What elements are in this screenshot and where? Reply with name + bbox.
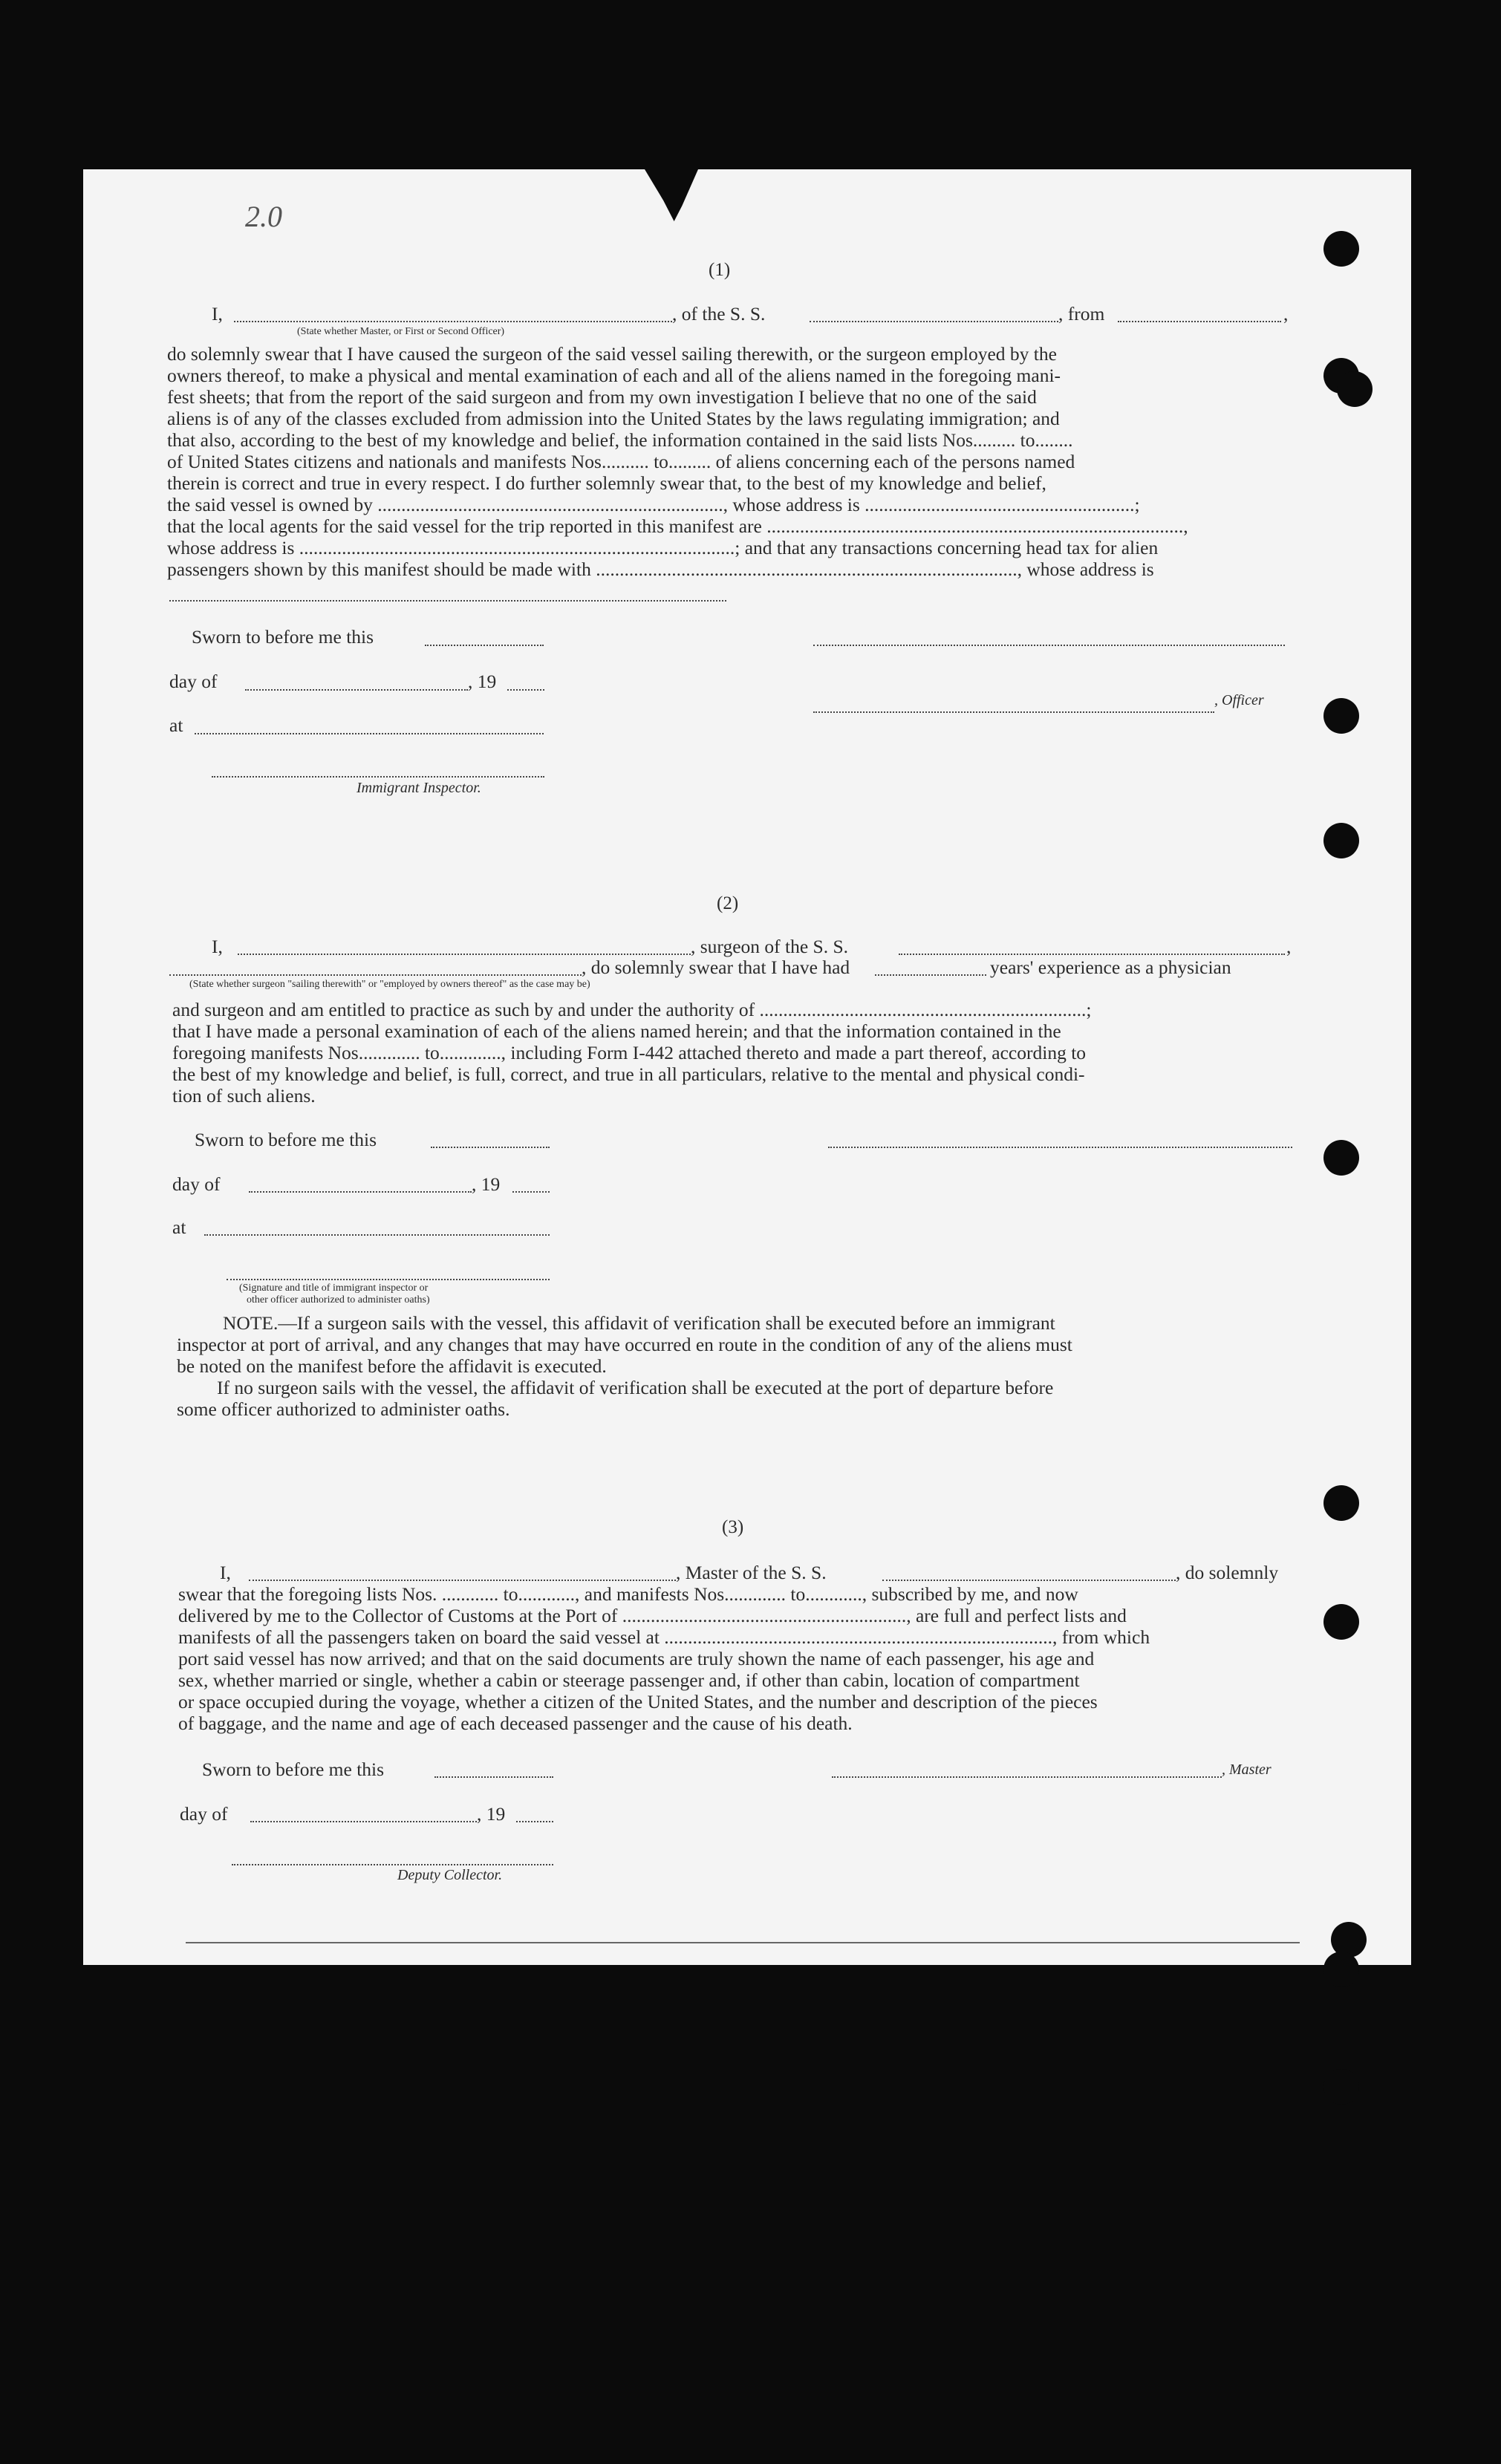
swear-label: , do solemnly swear that I have had [582,956,850,978]
punch-hole [1323,1604,1359,1640]
corner-mark: 2.0 [245,200,282,233]
affidavit-line: the said vessel is owned by ........................................................................., whose address is .........................................................; [167,494,1140,515]
from-label: , from [1058,303,1105,325]
punch-hole [1323,1140,1359,1176]
officer-label: , Officer [1214,692,1264,708]
affidavit-line: manifests of all the passengers taken on board the said vessel at .................................................................................., from which [178,1626,1150,1648]
officer-signature-field [813,645,1285,646]
note-line: be noted on the manifest before the affidavit is executed. [177,1355,607,1377]
bottom-rule [186,1942,1300,1943]
punch-hole [1323,698,1359,734]
affidavit-line: foregoing manifests Nos............. to............., including Form I-442 attached thereto and made a part thereof, according to [172,1042,1087,1063]
collector-caption: Deputy Collector. [397,1867,503,1883]
affidavit-line: that the local agents for the said vessel for the trip reported in this manifest are ........................................................................................, [167,515,1188,537]
officer-name-field [234,321,672,322]
section-2-number: (2) [717,893,739,913]
affidavit-line: whose address is ............................................................................................; and that any transactions concerning head tax for alien [167,537,1159,558]
punch-hole [1323,1952,1359,1987]
day-of-field [249,1191,472,1193]
officer-title-field [813,711,1214,713]
section-1-i: I, [212,303,223,325]
affidavit-line: passengers shown by this manifest should be made with ........................................................................................., whose address is [167,558,1154,580]
trailing-comma: , [1283,303,1289,325]
punch-hole [1323,2069,1359,2105]
note-line: inspector at port of arrival, and any changes that may have occurred en route in the condition of any of the aliens must [177,1334,1072,1355]
year-field [512,1191,550,1193]
year-label: , 19 [472,1173,501,1195]
surgeon-name-field [238,954,691,955]
year-field [507,689,544,691]
surgeon-status-field [169,974,582,976]
vessel-name-field [810,321,1058,322]
punch-hole [1323,1485,1359,1521]
section-2-i: I, [212,936,223,957]
master-signature-field [832,1776,1222,1778]
day-of-label: day of [180,1803,228,1825]
punch-hole [1323,231,1359,267]
sworn-label: Sworn to before me this [195,1129,377,1150]
master-label: , Master of the S. S. [676,1562,827,1583]
affidavit-line: port said vessel has now arrived; and that on the said documents are truly shown the name of each passenger, his age and [178,1648,1095,1669]
affidavit-line: that I have made a personal examination of each of the aliens named herein; and that the information contained in the [172,1020,1061,1042]
affidavit-line: fest sheets; that from the report of the said surgeon and from my own investigation I believe that no one of the said [167,386,1037,408]
affidavit-line: do solemnly swear that I have caused the surgeon of the said vessel sailing therewith, or the surgeon employed by the [167,343,1057,365]
surgeon-signature-field [828,1147,1292,1148]
agent-address-field [169,600,726,602]
day-of-label: day of [172,1173,221,1195]
at-label: at [169,714,183,736]
surgeon-caption: (State whether surgeon "sailing therewith" or "employed by owners thereof" as the case may be) [189,979,590,990]
sworn-label: Sworn to before me this [202,1759,385,1780]
inspector-signature-field [227,1279,550,1280]
note-line: some officer authorized to administer oaths. [177,1398,510,1420]
of-ss-label: , of the S. S. [672,303,766,325]
sworn-day-field [434,1776,553,1778]
section-3-i: I, [220,1562,231,1583]
note-line: If no surgeon sails with the vessel, the affidavit of verification shall be executed at the port of departure before [217,1377,1054,1398]
master-name-field [249,1580,676,1581]
from-port-field [1118,321,1281,322]
affidavit-line: tion of such aliens. [172,1085,316,1106]
section-3-number: (3) [722,1517,744,1537]
at-field [195,733,544,734]
affidavit-line: swear that the foregoing lists Nos. ............ to............, and manifests Nos............. to............, subscribed by me, and now [178,1583,1078,1605]
punch-hole [1337,371,1373,407]
officer-caption: (State whether Master, or First or Second Officer) [297,326,505,337]
affidavit-line: owners thereof, to make a physical and mental examination of each and all of the aliens named in the foregoing mani- [167,365,1061,386]
years-label: years' experience as a physician [990,956,1231,978]
note-line: NOTE.—If a surgeon sails with the vessel, this affidavit of verification shall be executed before an immigrant [223,1312,1055,1334]
signature-caption: other officer authorized to administer oaths) [247,1294,430,1306]
at-field [204,1234,550,1236]
years-experience-field [875,974,986,976]
day-of-field [250,1821,477,1822]
affidavit-line: and surgeon and am entitled to practice as such by and under the authority of .....................................................................; [172,999,1092,1020]
day-of-field [245,689,468,691]
master-sig-label: , Master [1222,1761,1272,1778]
trailing-comma: , [1286,936,1292,957]
affidavit-line: of United States citizens and nationals and manifests Nos.......... to......... of aliens concerning each of the persons named [167,451,1075,472]
collector-signature-field [232,1864,553,1865]
section-1-number: (1) [709,260,731,280]
affidavit-line: sex, whether married or single, whether a cabin or steerage passenger and, if other than cabin, location of compartment [178,1669,1080,1691]
surgeon-label: , surgeon of the S. S. [691,936,849,957]
year-field [516,1821,553,1822]
day-of-label: day of [169,671,218,692]
surgeon-vessel-field [899,954,1285,955]
punch-hole [1323,823,1359,858]
at-label: at [172,1216,186,1238]
affidavit-line: aliens is of any of the classes excluded from admission into the United States by the laws regulating immigration; and [167,408,1060,429]
affidavit-line: that also, according to the best of my knowledge and belief, the information contained in the said lists Nos......... to........ [167,429,1073,451]
signature-caption: (Signature and title of immigrant inspector or [239,1282,429,1294]
affidavit-line: of baggage, and the name and age of each deceased passenger and the cause of his death. [178,1712,853,1734]
year-label: , 19 [468,671,497,692]
solemnly-label: , do solemnly [1176,1562,1279,1583]
master-vessel-field [882,1580,1176,1581]
affidavit-line: delivered by me to the Collector of Customs at the Port of ............................................................, are full and perfect lists and [178,1605,1127,1626]
affidavit-line: therein is correct and true in every respect. I do further solemnly swear that, to the best of my knowledge and belief, [167,472,1046,494]
sworn-day-field [431,1147,550,1148]
inspector-caption: Immigrant Inspector. [356,780,481,796]
inspector-signature-field [212,776,544,778]
affidavit-line: the best of my knowledge and belief, is full, correct, and true in all particulars, relative to the mental and physical condi- [172,1063,1085,1085]
affidavit-line: or space occupied during the voyage, whether a citizen of the United States, and the number and description of the pieces [178,1691,1098,1712]
sworn-label: Sworn to before me this [192,626,374,648]
year-label: , 19 [477,1803,506,1825]
sworn-day-field [425,645,544,646]
